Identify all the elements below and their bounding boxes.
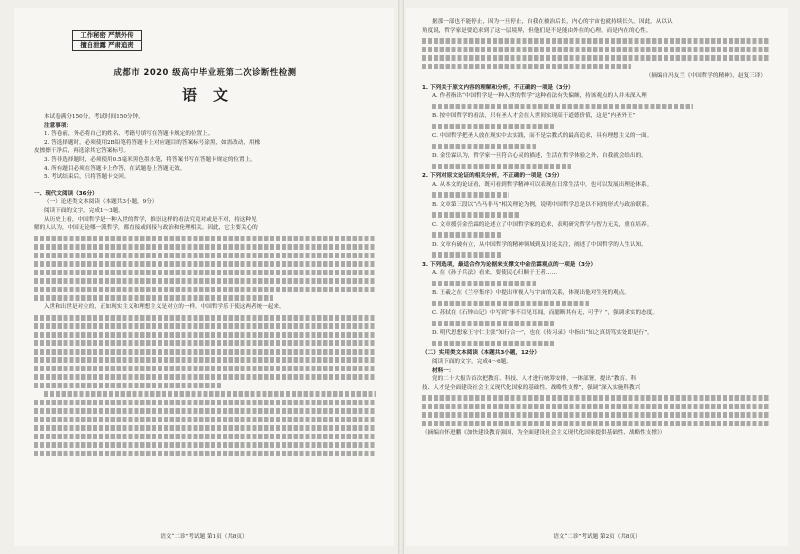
page-footer: 语文“二诊”考试题 第1页（共8页） (160, 534, 248, 540)
passage-text-line (422, 47, 770, 53)
subsection-heading: （二）实用类文本阅读（本题共3小题，12分） (422, 350, 540, 357)
passage-text-line (422, 421, 770, 427)
q1-option-d: D. 金岳霖认为，哲学家一旦符合心灵的描述，生活在哲学体验之外，自我就会给出的。 (432, 153, 647, 160)
passage-text-line (34, 434, 376, 440)
passage-text-line (34, 287, 376, 293)
passage-text-line (34, 451, 376, 457)
passage-text-line (34, 374, 376, 380)
passage-text-line (422, 55, 770, 61)
q1-option-a: A. 作者指出“中国哲学是一种入世的哲学”这种看法有失偏颇，持该观点的人并未深入理 (432, 93, 647, 100)
passage-text-line (34, 295, 273, 301)
q3-option-c: C. 苏轼在《石钟山记》中写到“事不目见耳闻，而臆断其有无，可乎？”，强调求实的态度。 (432, 310, 658, 317)
q2-option-c: C. 文章援引金岳霖的论述立了中国哲学家的追求，表明研究哲学与智力无关，重在培养。 (432, 221, 653, 228)
passage-text-line (422, 412, 770, 418)
passage-line: 解的人认为，中国无论哪一派哲学，都直接或间接与政治和伦理相关。因此，它主要关心的 (34, 225, 258, 232)
option-text-line (432, 212, 519, 218)
q2-option-a: A. 从本文的论证看，既可看到哲学精神可以表现在日常生活中，也可以发展出理论体系。 (432, 181, 653, 188)
passage-line: 入世和出世是对立的，正如现实主义和理想主义是对立的一样。中国哲学乐于使这两者统一起来。 (44, 304, 285, 311)
exam-title: 成都市 2020 级高中毕业班第二次诊断性检测 (113, 67, 297, 77)
passage-line: 角度说，哲学家是要追求到了这一层境界，但他们是不是能由外在的心理，而是内在的心性。 (422, 27, 652, 34)
note-line: 5. 考试结束后，只将答题卡交回。 (44, 174, 130, 181)
passage-text-line (34, 253, 376, 259)
q2-option-d: D. 文章有破有立，从中国哲学的精神领域到及讨论关注，阐述了中国哲学的人生认知。 (432, 241, 647, 248)
question-3: 3. 下列选项，最适合作为论据来支撑文中金岳霖观点的一项是（3分） (422, 261, 597, 268)
exam-intro: 本试卷满分150分，考试时间150分钟。 (44, 114, 144, 120)
passage-text-line (34, 315, 376, 321)
q3-option-b: B. 王羲之在《兰亭集序》中提出审视人与宇宙的关系，体现出他对生死的观点。 (432, 290, 630, 297)
subject-title: 语文 (181, 86, 244, 104)
passage-text-line (44, 391, 376, 397)
q1-option-b: B. 按中国哲学的看法，只有圣人才会在人世间实现高于道德价值，这是“内圣外王” (432, 113, 636, 120)
passage-text-line (34, 442, 376, 448)
stamp-line: 擅自泄露 严肃追责 (80, 41, 134, 49)
note-line: 3. 答非选择题时，必须使用0.5毫米黑色墨水笔，将答案书写在答题卡规定的位置上。 (44, 156, 256, 163)
stamp-line: 工作秘密 严禁外传 (73, 31, 141, 41)
note-line: 4. 所有题目必须在答题卡上作答，在试题卷上答题无效。 (44, 165, 186, 172)
passage-text-line (34, 408, 376, 414)
option-text-line (432, 144, 536, 150)
option-text-line (432, 321, 554, 327)
option-text-line (432, 104, 693, 110)
passage-text-line (34, 349, 376, 355)
section-heading: 一、现代文阅读（36分） (34, 190, 98, 197)
q3-option-d: D. 明代思想家王守仁主张“知行合一”，也在《传习录》中指出“知之真切笃实处即是行”。 (432, 330, 653, 337)
passage-line: 技、人才是全面建设社会主义现代化国家的基础性、战略性支撑”，强调“深入实施科教兴 (422, 384, 641, 391)
passage-text-line (34, 400, 376, 406)
reading-instruction: 阅读下面的文字，完成1～3题。 (44, 207, 124, 214)
confidential-stamp (72, 30, 142, 51)
page-fold (398, 0, 404, 554)
passage-text-line (34, 332, 376, 338)
passage-text-line (34, 417, 376, 423)
passage-text-line (34, 425, 376, 431)
passage-text-line (422, 38, 770, 44)
passage-text-line (34, 383, 222, 389)
left-page (14, 8, 394, 546)
passage-text-line (422, 395, 770, 401)
notes-heading: 注意事项： (44, 122, 72, 129)
passage-text-line (34, 340, 376, 346)
passage-text-line (422, 64, 631, 70)
option-text-line (432, 252, 502, 258)
passage-text-line (34, 278, 376, 284)
passage-text-line (34, 244, 376, 250)
passage-line: 据那一部也不能停止，因为一旦停止，自我在被治后长，内心的宇宙也就持续长久。因此，从以认 (432, 19, 673, 25)
note-line: 2. 答选择题时，必须使用2B铅笔将答题卡上对应题目的答案标号涂黑，如需改动，用橡 (44, 139, 261, 146)
note-line: 1. 答卷前，务必将自己的姓名、考籍号填写在答题卡规定的位置上。 (44, 131, 214, 138)
option-text-line (432, 301, 589, 307)
page-footer: 语文“二诊”考试题 第2页（共8页） (553, 534, 641, 540)
passage-text-line (34, 366, 376, 372)
right-page (406, 8, 788, 546)
passage-text-line (34, 357, 376, 363)
question-1: 1. 下列关于原文内容的理解和分析，不正确的一项是（3分） (422, 84, 574, 91)
option-text-line (432, 281, 536, 287)
option-text-line (432, 124, 554, 130)
material-label: 材料一： (432, 367, 455, 374)
passage-text-line (34, 261, 376, 267)
passage-text-line (34, 236, 376, 242)
passage-text-line (422, 404, 770, 410)
reading-instruction: 阅读下面的文字，完成4～6题。 (432, 358, 512, 365)
question-2: 2. 下列对原文论证的相关分析，不正确的一项是（3分） (422, 173, 563, 180)
option-text-line (432, 164, 571, 170)
option-text-line (432, 232, 502, 238)
q2-option-b: B. 文章第三段以“凸马非马”相关理论为例，说明中国哲学总是以不同的形式与政治联系。 (432, 201, 653, 208)
passage-text-line (34, 323, 376, 329)
option-text-line (432, 341, 554, 347)
q3-option-a: A. 在《孙子兵法》看来，要使民心归顺于王者…… (432, 270, 558, 277)
passage-citation: （摘编自怀进鹏《加快建设教育强国，为全面建设社会主义现代化国家提供基础性、战略性支撑》） (422, 430, 666, 437)
note-line: 皮擦擦干净后，再选涂其它答案标号。 (34, 148, 130, 155)
q1-option-c: C. 中国哲学把圣人放在现实中去实践，而不是宗教式的最高追求，具有理想主义的一面。 (432, 133, 653, 140)
subsection-heading: （一）论述类文本阅读（本题共3小题，9分） (44, 199, 158, 206)
passage-citation: （摘编自冯友兰《中国哲学的精神》，赵复三译） (645, 73, 766, 80)
passage-text-line (34, 270, 376, 276)
passage-line: 从历史上看，中国哲学是一种入世的哲学，推崇这样的看法究竟对或是不对，持这种见 (44, 216, 257, 223)
passage-line: 党的二十大报告首次把教育、科技、人才进行统筹安排，一体部署，提出“教育、科 (432, 376, 637, 383)
option-text-line (432, 192, 509, 198)
